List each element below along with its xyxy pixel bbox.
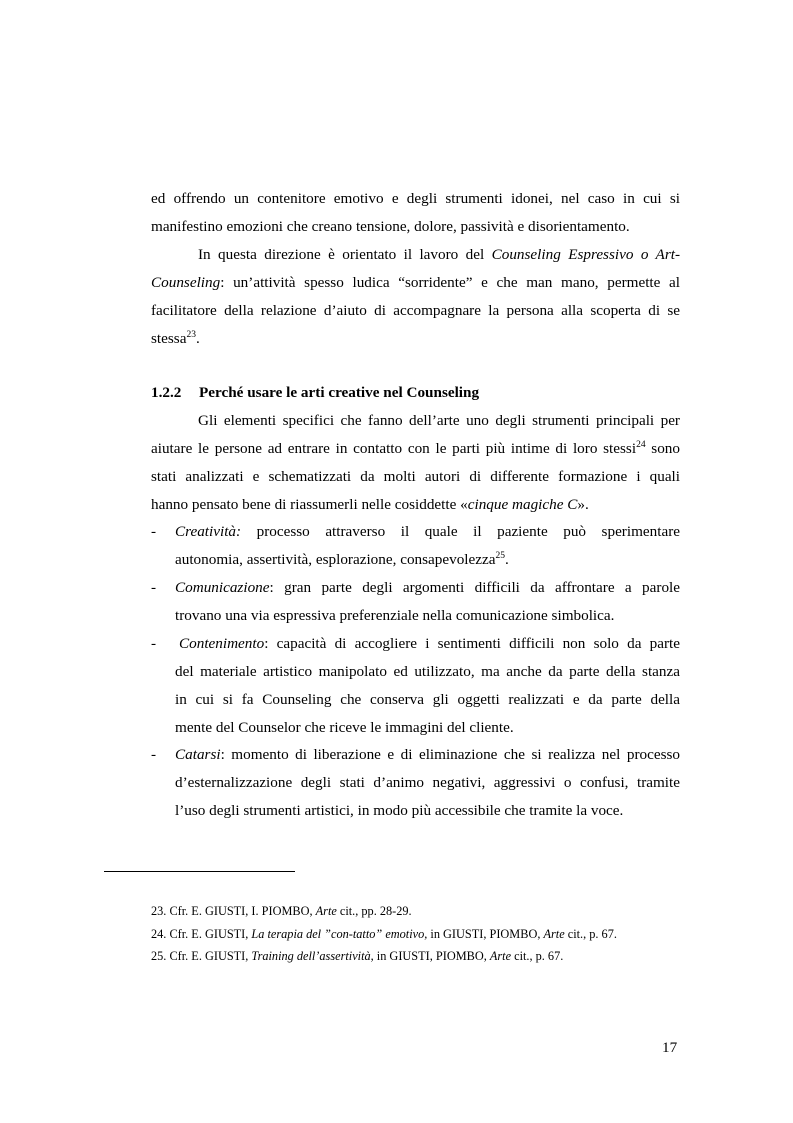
body-line: ed offrendo un contenitore emotivo e degli strumenti idonei, nel caso in cui si (151, 190, 680, 207)
list-item-line: Catarsi: momento di liberazione e di eliminazione che si realizza nel processo (175, 746, 680, 763)
footnote-23: 23. Cfr. E. GIUSTI, I. PIOMBO, Arte cit., pp. 28-29. (151, 904, 412, 918)
list-item-line: mente del Counselor che riceve le immagini del cliente. (175, 719, 514, 736)
list-item-line: l’uso degli strumenti artistici, in modo più accessibile che tramite la voce. (175, 802, 624, 819)
body-line: stati analizzati e schematizzati da molti autori di differente formazione i quali (151, 468, 680, 485)
list-item-line: d’esternalizzazione degli stati d’animo negativi, aggressivi o confusi, tramite (175, 774, 680, 791)
list-bullet: - (151, 635, 157, 652)
section-title: Perché usare le arti creative nel Counseling (199, 384, 480, 401)
section-number: 1.2.2 (151, 384, 182, 401)
list-item-line: Comunicazione: gran parte degli argomenti difficili da affrontare a parole (175, 579, 680, 596)
body-line: hanno pensato bene di riassumerli nelle cosiddette «cinque magiche C». (151, 496, 589, 513)
list-item-line: Contenimento: capacità di accogliere i sentimenti difficili non solo da parte (179, 635, 680, 652)
list-item-line: Creatività: processo attraverso il quale il paziente può sperimentare (175, 523, 680, 540)
footnote-24: 24. Cfr. E. GIUSTI, La terapia del ”con-tatto” emotivo, in GIUSTI, PIOMBO, Arte cit., p. 67. (151, 927, 617, 941)
footnote-ref: 23 (186, 330, 196, 340)
body-line: Gli elementi specifici che fanno dell’arte uno degli strumenti principali per (198, 412, 680, 429)
list-bullet: - (151, 746, 157, 763)
list-bullet: - (151, 579, 157, 596)
list-item-line: del materiale artistico manipolato ed utilizzato, ma anche da parte della stanza (175, 663, 680, 680)
section-heading (151, 383, 680, 403)
list-item-line: in cui si fa Counseling che conserva gli oggetti realizzati e da parte della (175, 691, 680, 708)
body-line: stessa$^{23}$. (151, 330, 200, 347)
list-item-line: trovano una via espressiva preferenziale nella comunicazione simbolica. (175, 607, 615, 624)
body-line: manifestino emozioni che creano tensione, dolore, passività e disorientamento. (151, 218, 630, 235)
footnote-separator (104, 871, 295, 872)
footnote-ref: 24 (636, 440, 646, 450)
body-line: In questa direzione è orientato il lavoro del Counseling Espressivo o Art- (198, 246, 681, 263)
body-line: facilitatore della relazione d’aiuto di accompagnare la persona alla scoperta di se (151, 302, 680, 319)
body-line: Counseling: un’attività spesso ludica “sorridente” e che man mano, permette al (151, 274, 680, 291)
list-item-line: autonomia, assertività, esplorazione, consapevolezza$^{25}$. (175, 551, 509, 568)
page-number: 17 (662, 1039, 678, 1056)
footnote-ref: 25 (495, 551, 505, 561)
list-bullet: - (151, 523, 157, 540)
body-line: aiutare le persone ad entrare in contatto con le parti più intime di loro stessi$^{24}$ sono (151, 440, 680, 457)
footnote-25: 25. Cfr. E. GIUSTI, Training dell’assertività, in GIUSTI, PIOMBO, Arte cit., p. 67. (151, 949, 564, 963)
